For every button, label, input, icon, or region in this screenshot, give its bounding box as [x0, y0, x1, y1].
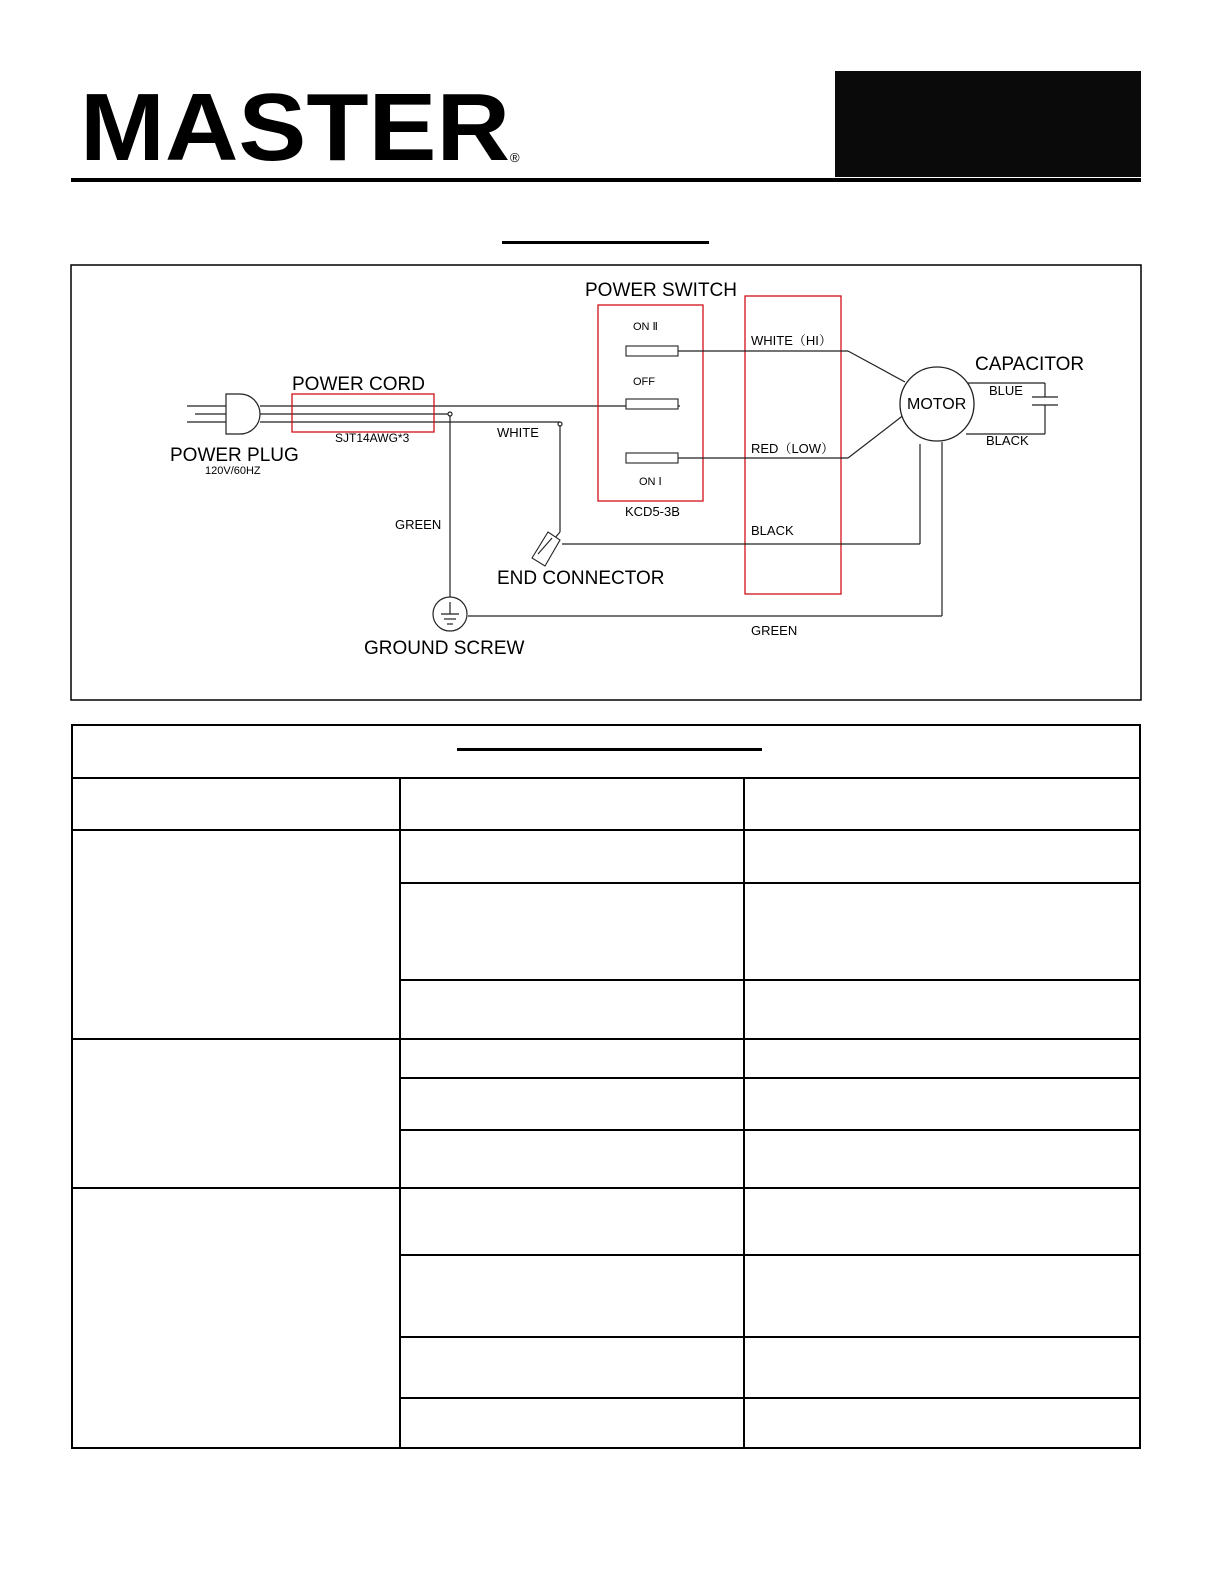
power-cord-highlight — [292, 394, 434, 432]
ground-screw-icon — [433, 597, 467, 631]
terminal-low — [626, 453, 678, 463]
end-connector-icon — [532, 532, 560, 566]
switch-terminals — [626, 346, 678, 463]
table-subrow-divider — [400, 1397, 1139, 1399]
table-subrow-divider — [400, 882, 1139, 884]
header-rule — [71, 178, 1141, 182]
label-cap-blue: BLUE — [989, 383, 1023, 398]
table-subrow-divider — [400, 979, 1139, 981]
label-wire-red-low: RED（LOW） — [751, 441, 835, 456]
troubleshooting-table — [71, 724, 1141, 1449]
label-switch-off: OFF — [633, 376, 655, 388]
diagram-frame — [71, 265, 1141, 700]
label-plug-rating: 120V/60HZ — [205, 465, 261, 477]
label-cord-spec: SJT14AWG*3 — [335, 431, 410, 445]
wiring-diagram — [70, 264, 1142, 701]
header-black-box — [835, 71, 1141, 177]
section-title-rule — [502, 241, 709, 244]
table-subrow-divider — [400, 1336, 1139, 1338]
terminal-hi — [626, 346, 678, 356]
label-switch-model: KCD5-3B — [625, 504, 680, 519]
label-green-wire-left: GREEN — [395, 517, 442, 532]
label-end-connector: END CONNECTOR — [497, 568, 665, 589]
label-wire-white-hi: WHITE（HI） — [751, 333, 832, 348]
label-cap-black: BLACK — [986, 433, 1029, 448]
table-title-rule — [457, 748, 762, 751]
table-subrow-divider — [400, 1077, 1139, 1079]
table-row-divider — [73, 829, 1139, 831]
label-capacitor: CAPACITOR — [975, 354, 1085, 375]
table-col-divider — [743, 777, 745, 1447]
label-power-cord: POWER CORD — [292, 374, 425, 395]
brand-wordmark: MASTER — [80, 82, 510, 172]
label-wire-green: GREEN — [751, 623, 798, 638]
table-row-divider — [73, 1038, 1139, 1040]
label-power-plug: POWER PLUG — [170, 445, 299, 466]
label-switch-on-lo: ON Ⅰ — [639, 476, 662, 488]
master-logo — [80, 82, 530, 172]
table-col-divider — [399, 777, 401, 1447]
table-row-divider — [73, 1187, 1139, 1189]
table-subrow-divider — [400, 1129, 1139, 1131]
table-subrow-divider — [400, 1254, 1139, 1256]
label-motor: MOTOR — [907, 396, 967, 413]
label-switch-on-hi: ON Ⅱ — [633, 321, 658, 333]
registered-mark: ® — [510, 150, 520, 165]
terminal-common — [626, 399, 678, 409]
label-power-switch: POWER SWITCH — [585, 280, 737, 301]
label-ground-screw: GROUND SCREW — [364, 638, 525, 659]
table-header-divider — [73, 777, 1139, 779]
label-white-wire: WHITE — [497, 425, 539, 440]
power-plug-icon — [187, 394, 260, 434]
label-wire-black: BLACK — [751, 523, 794, 538]
